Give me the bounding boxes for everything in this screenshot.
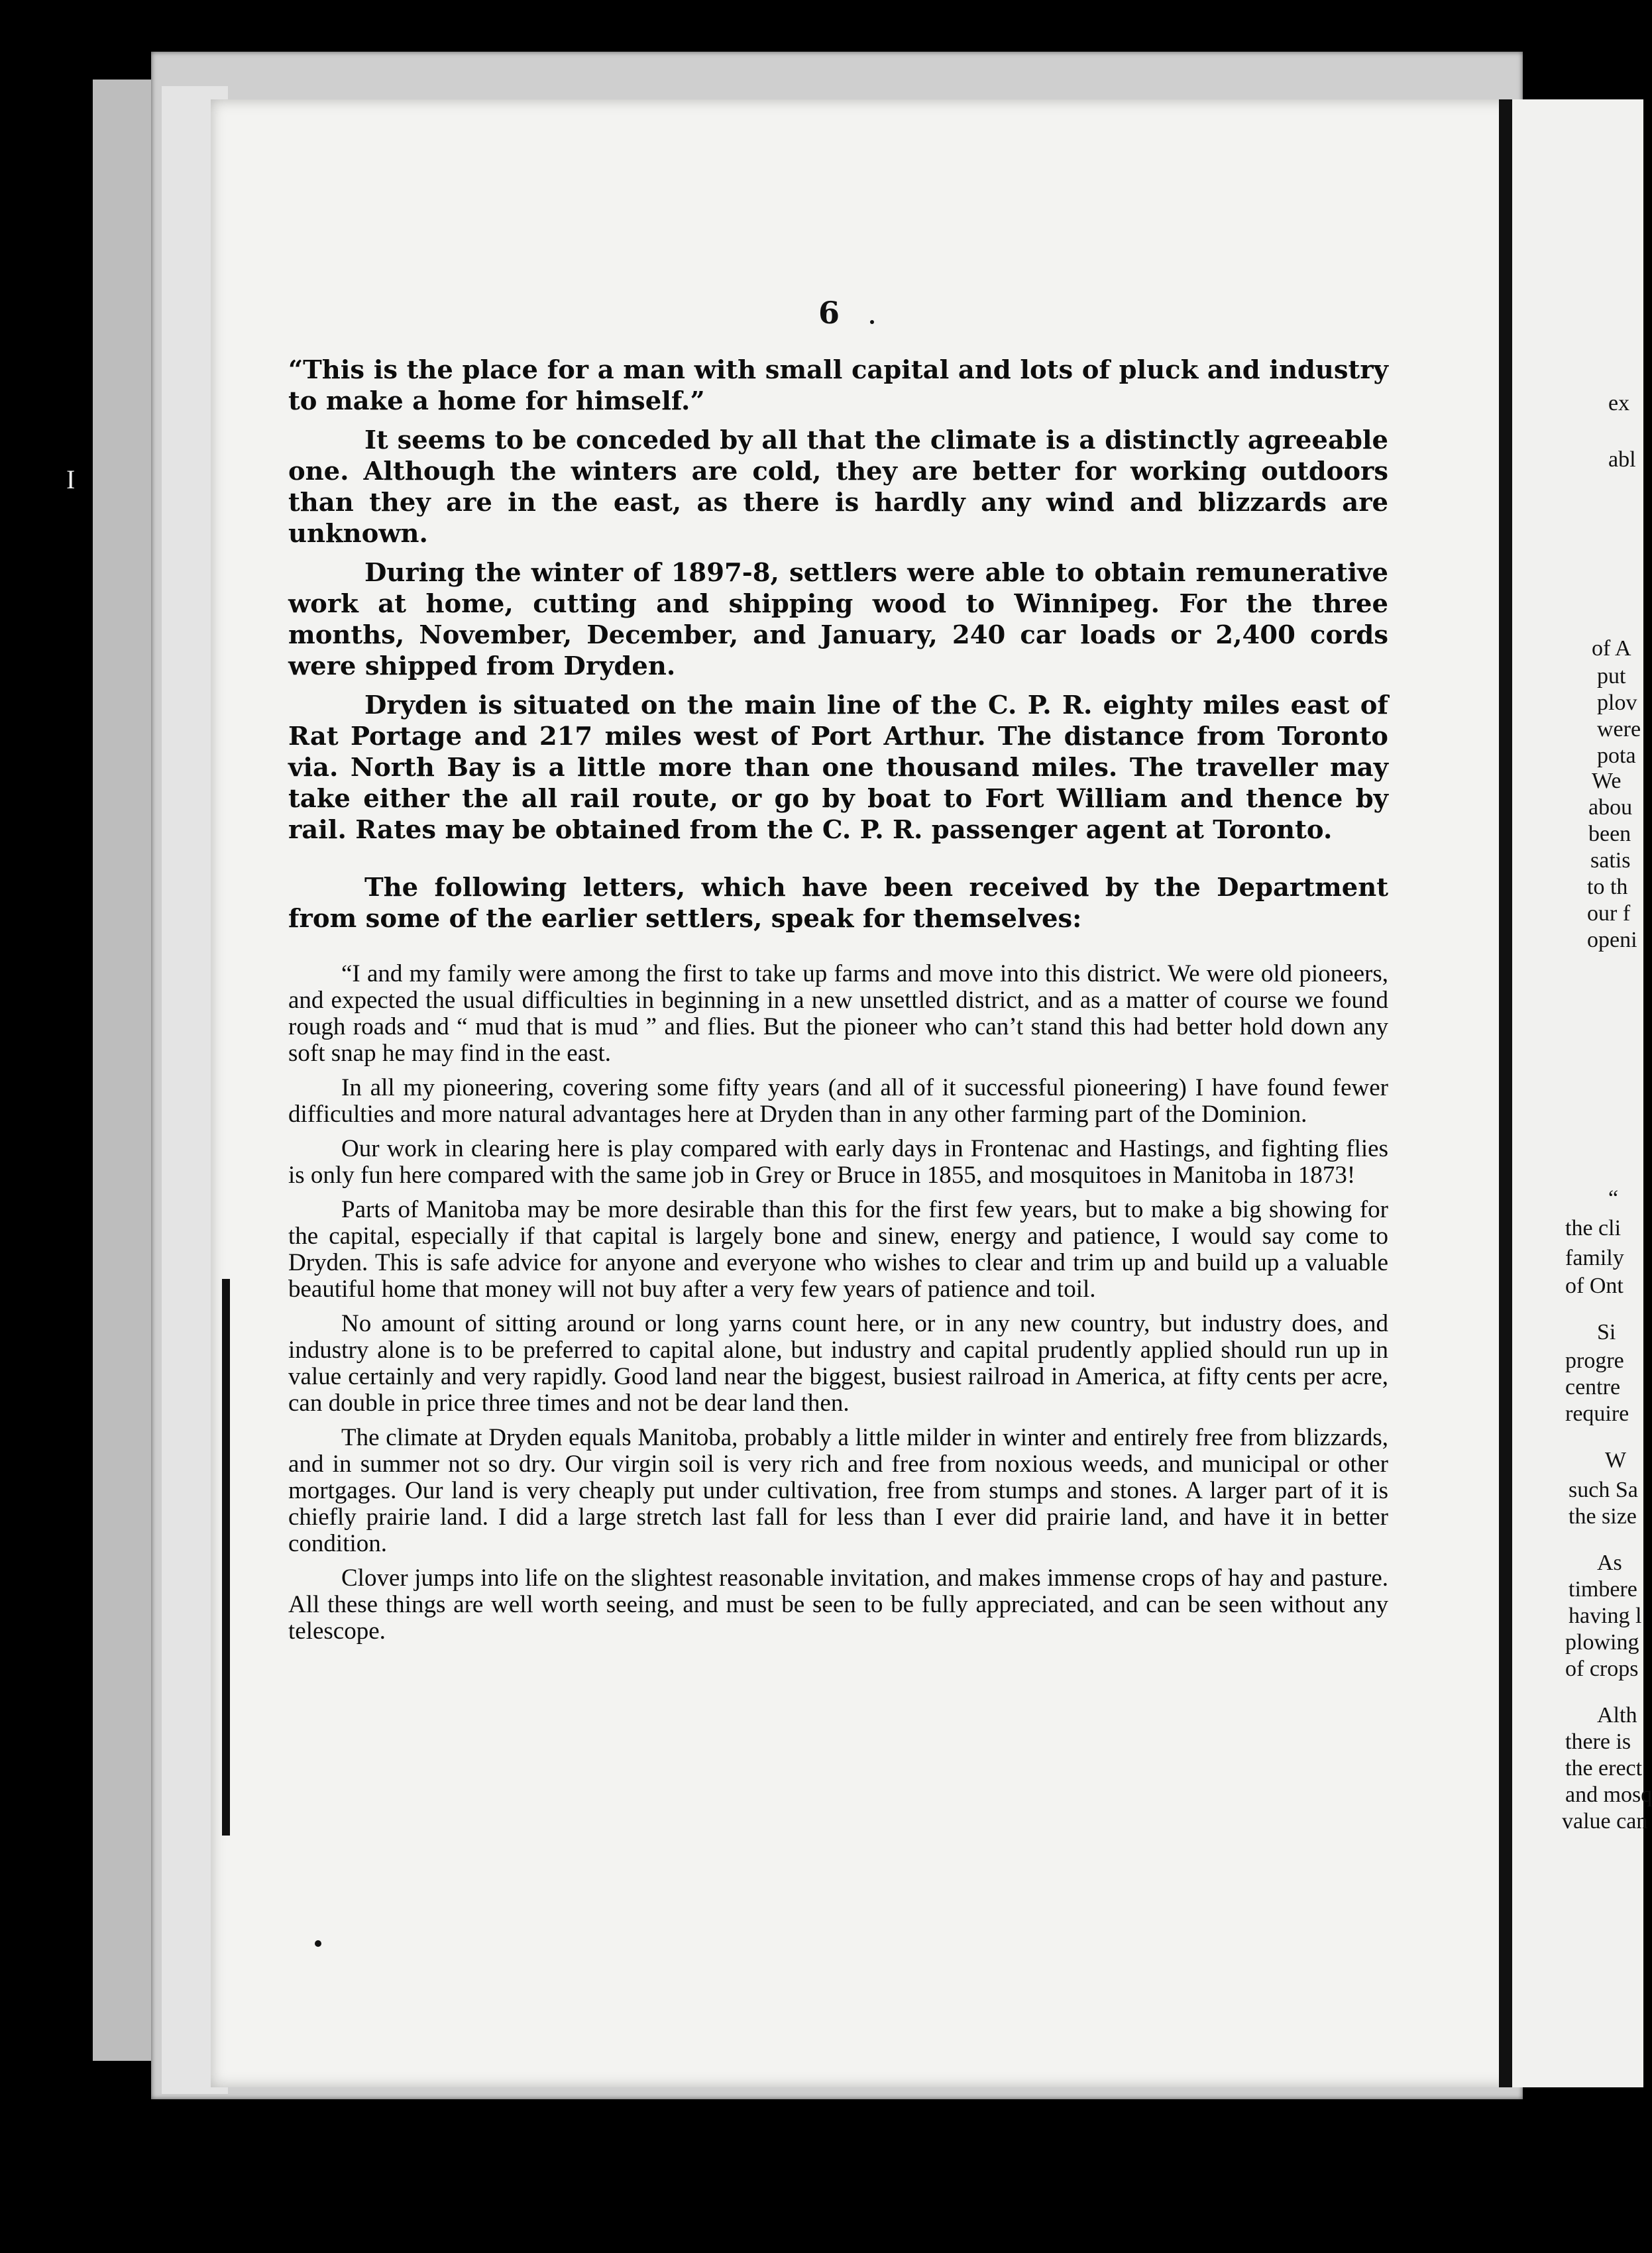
facing-fragment: the erect <box>1565 1756 1643 1781</box>
facing-fragment: require <box>1565 1401 1629 1426</box>
facing-fragment: and mosq <box>1565 1783 1652 1807</box>
paragraph-climate: It seems to be conceded by all that the climate is a distinctly agreeable one. Although the winters are cold, they are better for working outdoors than they are in the east, as there is hardly any wind and blizzards are unknown. <box>288 425 1388 549</box>
page-number: 6 <box>818 295 840 331</box>
facing-fragment: We <box>1592 769 1622 793</box>
facing-fragment: plov <box>1597 690 1637 715</box>
facing-fragment: plowing <box>1565 1630 1639 1655</box>
facing-fragment: put <box>1597 664 1626 688</box>
facing-fragment: pota <box>1597 743 1636 768</box>
facing-fragment: value can <box>1562 1809 1648 1834</box>
facing-fragment: Alth <box>1597 1703 1637 1728</box>
letter-paragraph: Parts of Manitoba may be more desirable than this for the first few years, but to make a big showing for the capital, especially if that capital is largely bone and sinew, energy and patience, I would say come to Dryden. This is safe advice for anyone and everyone who wishes to clear and trim up and build up a valuable beautiful home that money will not buy after a very few years of patience and toil. <box>288 1196 1388 1303</box>
margin-mark: I <box>66 465 76 494</box>
facing-fragment: abl <box>1608 447 1636 472</box>
facing-fragment: our f <box>1587 901 1631 926</box>
facing-page <box>1499 99 1652 2087</box>
facing-fragment: family <box>1565 1246 1624 1270</box>
facing-fragment: abou <box>1588 795 1633 820</box>
facing-fragment: the size <box>1569 1504 1637 1529</box>
ink-speck <box>870 320 874 324</box>
bold-section <box>288 355 1388 934</box>
paragraph-location: Dryden is situated on the main line of the C. P. R. eighty miles east of Rat Portage and 217 miles west of Port Arthur. The distance from Toronto via. North Bay is a little more than one thousand miles. The traveller may take either the all rail route, or go by boat to Fort William and thence by rail. Rates may be obtained from the C. P. R. passenger agent at Toronto. <box>288 690 1388 845</box>
facing-fragment: been <box>1588 822 1631 846</box>
facing-fragment: progre <box>1565 1348 1624 1373</box>
facing-fragment: of A <box>1592 636 1631 661</box>
letter-paragraph: “I and my family were among the first to take up farms and move into this district. We were old pioneers, and expected the usual difficulties in beginning in a new unsettled district, and as a matter of course we found rough roads and “ mud that is mud ” and flies. But the pioneer who can’t stand this had better hold down any soft snap he may find in the east. <box>288 960 1388 1067</box>
letter-paragraph: Clover jumps into life on the slightest reasonable invitation, and makes immense crops of hay and pasture. All these things are well worth seeing, and must be seen to be fully appreciated, and can be seen without any telescope. <box>288 1565 1388 1645</box>
facing-fragment: such Sa <box>1569 1478 1638 1502</box>
opening-quote: “This is the place for a man with small capital and lots of pluck and industry to make a home for himself.” <box>288 355 1388 416</box>
facing-fragment: the cli <box>1565 1216 1622 1240</box>
facing-fragment: of Ont <box>1565 1274 1624 1298</box>
paragraph-winter-work: During the winter of 1897-8, settlers were able to obtain remunerative work at home, cutting and shipping wood to Winnipeg. For the three months, November, December, and January, 240 car loads or 2,400 cords were shipped from Dryden. <box>288 558 1388 681</box>
settler-letter <box>288 961 1388 1645</box>
facing-fragment: W <box>1605 1448 1627 1472</box>
page-edge-shadow <box>222 1279 230 1836</box>
facing-fragment: having l <box>1569 1604 1642 1628</box>
facing-fragment: there is <box>1565 1730 1631 1754</box>
facing-fragment: were <box>1597 717 1641 742</box>
facing-fragment: “ <box>1608 1186 1619 1211</box>
letter-paragraph: The climate at Dryden equals Manitoba, probably a little milder in winter and entirely free from blizzards, and in summer not so dry. Our virgin soil is very rich and free from noxious weeds, and municipal or other mortgages. Our land is very cheaply put under cultivation, free from stumps and stones. A larger part of it is chiefly prairie land. I did a large stretch last fall for less than I ever did prairie land, and have it in better condition. <box>288 1424 1388 1557</box>
facing-fragment: timbere <box>1569 1577 1637 1602</box>
facing-fragment: openi <box>1587 928 1637 952</box>
letter-paragraph: No amount of sitting around or long yarns count here, or in any new country, but industry does, and industry alone is to be preferred to capital alone, but industry and capital prudently applied should run up in value certainly and very rapidly. Good land near the biggest, busiest railroad in America, at fifty cents per acre, can double in price three times and not be dear land then. <box>288 1310 1388 1417</box>
ink-speck <box>315 1940 321 1947</box>
facing-fragment: satis <box>1590 848 1631 873</box>
facing-fragment: of crops <box>1565 1657 1639 1681</box>
letter-paragraph: Our work in clearing here is play compared with early days in Frontenac and Hastings, and fighting flies is only fun here compared with the same job in Grey or Bruce in 1855, and mosquitoes in Manitoba in 1873! <box>288 1135 1388 1189</box>
letter-paragraph: In all my pioneering, covering some fifty years (and all of it successful pioneering) I have found fewer difficulties and more natural advantages here at Dryden than in any other farming part of the Dominion. <box>288 1074 1388 1128</box>
facing-fragment: centre <box>1565 1375 1621 1400</box>
page-gutter <box>1499 99 1512 2087</box>
facing-fragment: ex <box>1608 391 1630 415</box>
paragraph-letters-intro: The following letters, which have been received by the Department from some of the earlier settlers, speak for themselves: <box>288 873 1388 934</box>
facing-fragment: to th <box>1587 875 1628 899</box>
facing-fragment: Si <box>1597 1320 1616 1345</box>
facing-fragment: As <box>1597 1551 1622 1575</box>
page-body <box>288 355 1388 1653</box>
